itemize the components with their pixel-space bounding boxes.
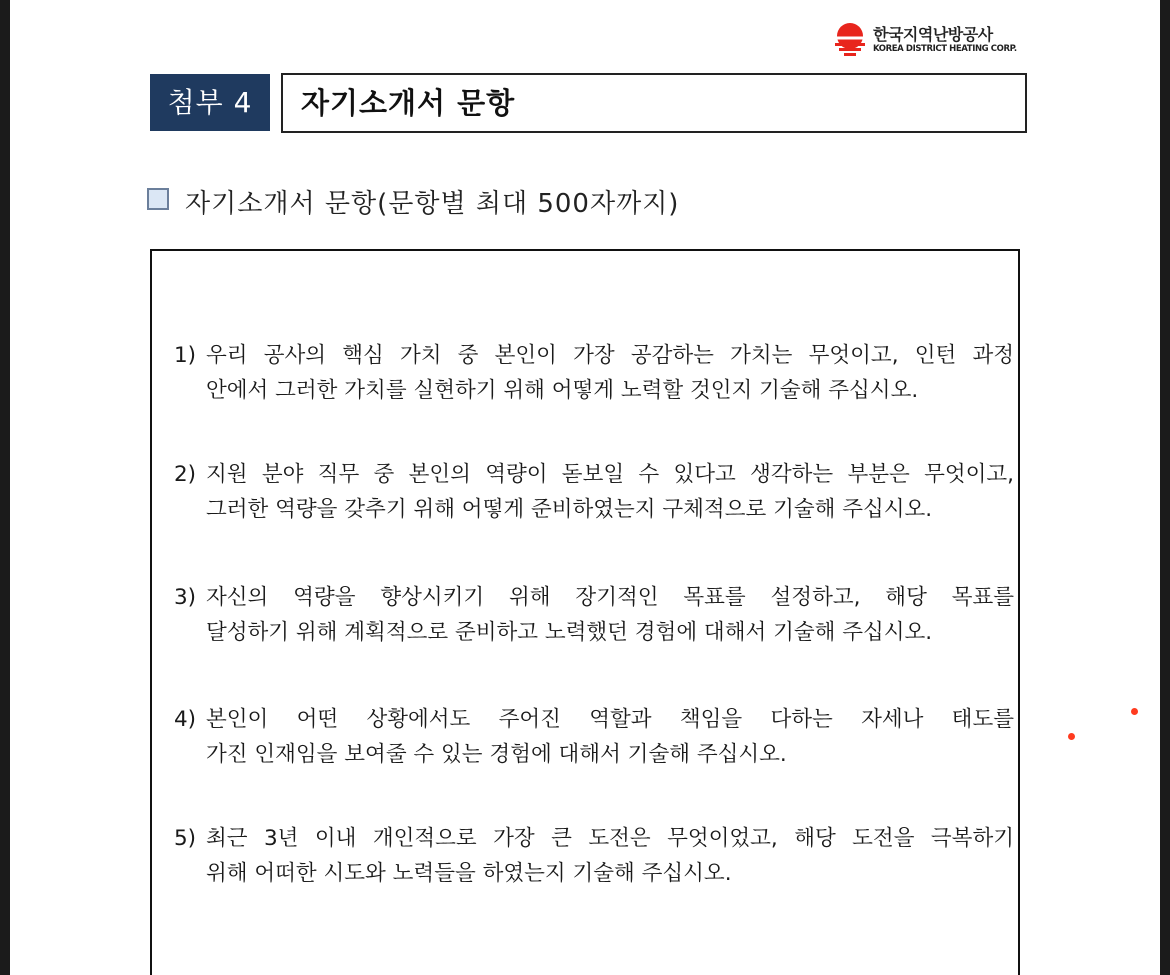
annotation-dot (1131, 708, 1138, 715)
question-line: 본인이 어떤 상황에서도 주어진 역할과 책임을 다하는 자세나 태도를 (206, 707, 1014, 732)
checkbox-icon (147, 188, 169, 210)
question-line: 최근 3년 이내 개인적으로 가장 큰 도전은 무엇이었고, 해당 도전을 극복하기 (206, 826, 1014, 851)
question-number: 1) (174, 343, 197, 368)
question-line: 안에서 그러한 가치를 실현하기 위해 어떻게 노력할 것인지 기술해 주십시오. (206, 378, 919, 403)
questions-box (150, 249, 1020, 975)
question-line: 자신의 역량을 향상시키기 위해 장기적인 목표를 설정하고, 해당 목표를 (206, 585, 1014, 610)
page-title: 자기소개서 문항 (301, 86, 516, 120)
question-item (174, 821, 1014, 891)
section-heading-text: 자기소개서 문항(문항별 최대 500자까지) (185, 189, 680, 219)
question-line: 지원 분야 직무 중 본인의 역량이 돋보일 수 있다고 생각하는 부분은 무엇이고, (206, 462, 1014, 487)
sun-logo-icon (833, 22, 867, 58)
logo-korean-name: 한국지역난방공사 (873, 25, 993, 44)
question-line: 위해 어떠한 시도와 노력들을 하였는지 기술해 주십시오. (206, 861, 732, 886)
question-number: 4) (174, 707, 197, 732)
attachment-label: 첨부 4 (150, 74, 270, 131)
company-logo (833, 22, 1023, 62)
question-line: 그러한 역량을 갖추기 위해 어떻게 준비하였는지 구체적으로 기술해 주십시오. (206, 497, 933, 522)
question-item (174, 580, 1014, 650)
question-line: 달성하기 위해 계획적으로 준비하고 노력했던 경험에 대해서 기술해 주십시오. (206, 620, 933, 645)
question-line: 가진 인재임을 보여줄 수 있는 경험에 대해서 기술해 주십시오. (206, 742, 787, 767)
question-line: 우리 공사의 핵심 가치 중 본인이 가장 공감하는 가치는 무엇이고, 인턴 과정 (206, 343, 1014, 368)
question-number: 3) (174, 585, 197, 610)
question-item (174, 338, 1014, 408)
question-number: 2) (174, 462, 197, 487)
document-page (10, 0, 1160, 975)
section-heading (147, 183, 679, 219)
title-box (281, 73, 1027, 133)
question-item (174, 702, 1014, 772)
annotation-dot (1068, 733, 1075, 740)
logo-english-name: KOREA DISTRICT HEATING CORP. (873, 44, 1017, 54)
question-number: 5) (174, 826, 197, 851)
question-item (174, 457, 1014, 527)
